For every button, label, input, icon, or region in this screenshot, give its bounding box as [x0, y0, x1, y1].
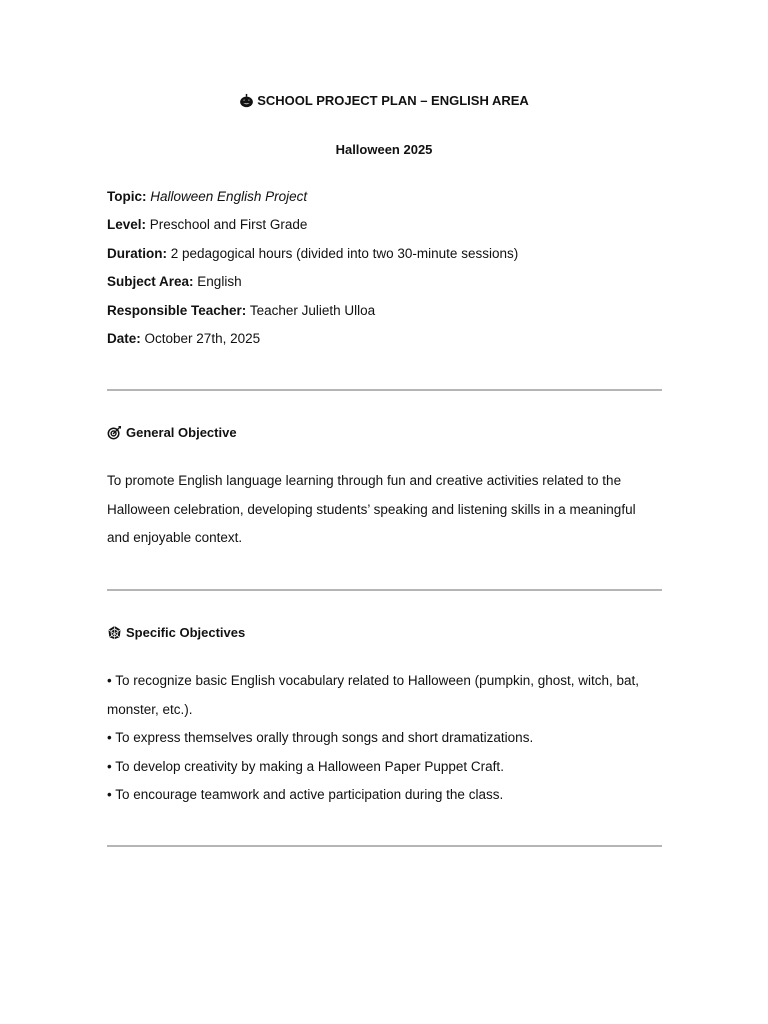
specific-objectives-heading — [107, 625, 245, 640]
info-label: Responsible Teacher: — [107, 303, 247, 318]
horizontal-divider — [107, 845, 662, 847]
pumpkin-icon — [239, 93, 254, 108]
info-topic — [107, 188, 307, 206]
general-objective-heading — [107, 425, 237, 440]
list-item: • To encourage teamwork and active participation during the class. — [107, 787, 504, 802]
info-value: Teacher Julieth Ulloa — [249, 303, 376, 318]
general-objective-title: General Objective — [126, 425, 237, 440]
specific-objectives-list — [107, 667, 667, 810]
info-responsible-teacher — [107, 302, 375, 320]
list-item: • To express themselves orally through songs and short dramatizations. — [107, 730, 534, 745]
horizontal-divider — [107, 389, 662, 391]
document-subtitle: Halloween 2025 — [335, 142, 433, 157]
list-item: • To recognize basic English vocabulary related to Halloween (pumpkin, ghost, witch, bat, — [107, 673, 640, 688]
info-label: Level: — [107, 217, 147, 232]
info-date — [107, 330, 260, 348]
list-item: • To develop creativity by making a Halloween Paper Puppet Craft. — [107, 758, 504, 774]
paragraph-line: and enjoyable context. — [107, 530, 243, 545]
document-title-text: SCHOOL PROJECT PLAN – ENGLISH AREA — [257, 93, 529, 108]
paragraph-line: To promote English language learning through fun and creative activities related to the — [107, 473, 622, 488]
info-subject-area — [107, 273, 242, 291]
list-item-continuation: monster, etc.). — [107, 701, 193, 717]
info-label: Subject Area: — [107, 274, 194, 289]
target-icon — [107, 425, 122, 440]
info-label: Duration: — [107, 246, 167, 261]
document-title — [0, 93, 768, 108]
info-duration — [107, 245, 518, 263]
general-objective-text — [107, 467, 667, 553]
info-label: Topic: — [107, 189, 147, 204]
spider-web-icon — [107, 625, 122, 640]
specific-objectives-title: Specific Objectives — [126, 625, 246, 640]
info-value: Halloween English Project — [150, 189, 308, 204]
info-level — [107, 216, 307, 234]
info-value: 2 pedagogical hours (divided into two 30-minute sessions) — [170, 246, 519, 261]
info-value: English — [197, 274, 242, 289]
horizontal-divider — [107, 589, 662, 591]
paragraph-line: Halloween celebration, developing students’ speaking and listening skills in a meaningful — [107, 501, 636, 517]
info-value: October 27th, 2025 — [144, 331, 261, 346]
info-label: Date: — [107, 331, 141, 346]
info-value: Preschool and First Grade — [149, 217, 308, 232]
